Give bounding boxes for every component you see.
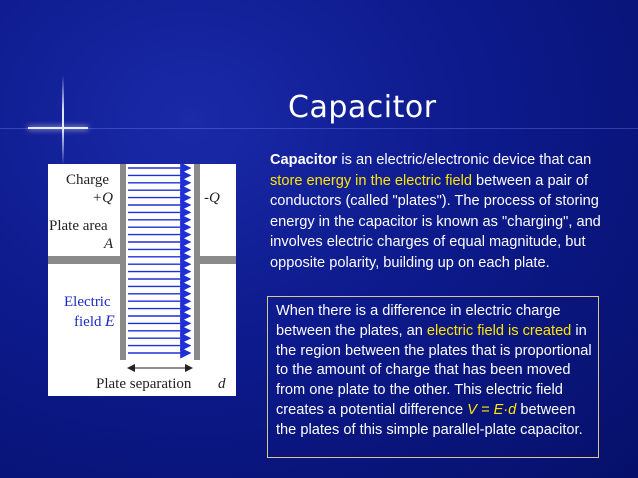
decorative-flare-vertical [62, 75, 64, 165]
positive-plate [120, 164, 126, 360]
field-label: field [74, 314, 102, 330]
right-wire [198, 256, 236, 264]
charge-label: Charge [66, 172, 110, 188]
description-text-2: between a pair of conductors (called "plates"). The process of storing energy in the capacitor is known as "charging", and involves electric charges of equal magnitude, but opposite polarity, building up on each plate. [270, 172, 601, 271]
box-highlight: electric field is created [426, 322, 572, 339]
capacitor-description [270, 150, 620, 273]
capacitor-diagram [48, 164, 236, 396]
electric-field-explanation-box [267, 296, 599, 458]
field-symbol: E [105, 313, 115, 330]
separation-symbol: d [218, 376, 226, 392]
plate-area-label: Plate area [49, 218, 108, 234]
minus-q-label: -Q [204, 190, 220, 206]
slide-title: Capacitor [288, 90, 437, 125]
electric-field-arrows [128, 168, 190, 353]
box-text-1: When there is a difference in electric charge between the plates, an [276, 303, 561, 339]
decorative-line [0, 128, 638, 129]
voltage-formula: V = E·d [467, 401, 517, 418]
box-text-2: in the region between the plates that is proportional to the amount of charge that has been moved from one plate to the other. This electric field creates a potential difference [276, 322, 592, 418]
negative-plate [194, 164, 200, 360]
decorative-flare-horizontal [28, 127, 88, 129]
box-text-3: between the plates of this simple parallel-plate capacitor. [276, 401, 583, 438]
plate-separation-label: Plate separation [96, 376, 192, 392]
electric-label: Electric [64, 294, 111, 310]
area-symbol: A [104, 236, 114, 252]
left-wire [48, 256, 124, 264]
plus-q-label: +Q [92, 190, 113, 206]
capacitor-term: Capacitor [270, 152, 338, 168]
description-text-1: is an electric/electronic device that can [337, 152, 592, 168]
description-highlight: store energy in the electric field [270, 172, 472, 189]
